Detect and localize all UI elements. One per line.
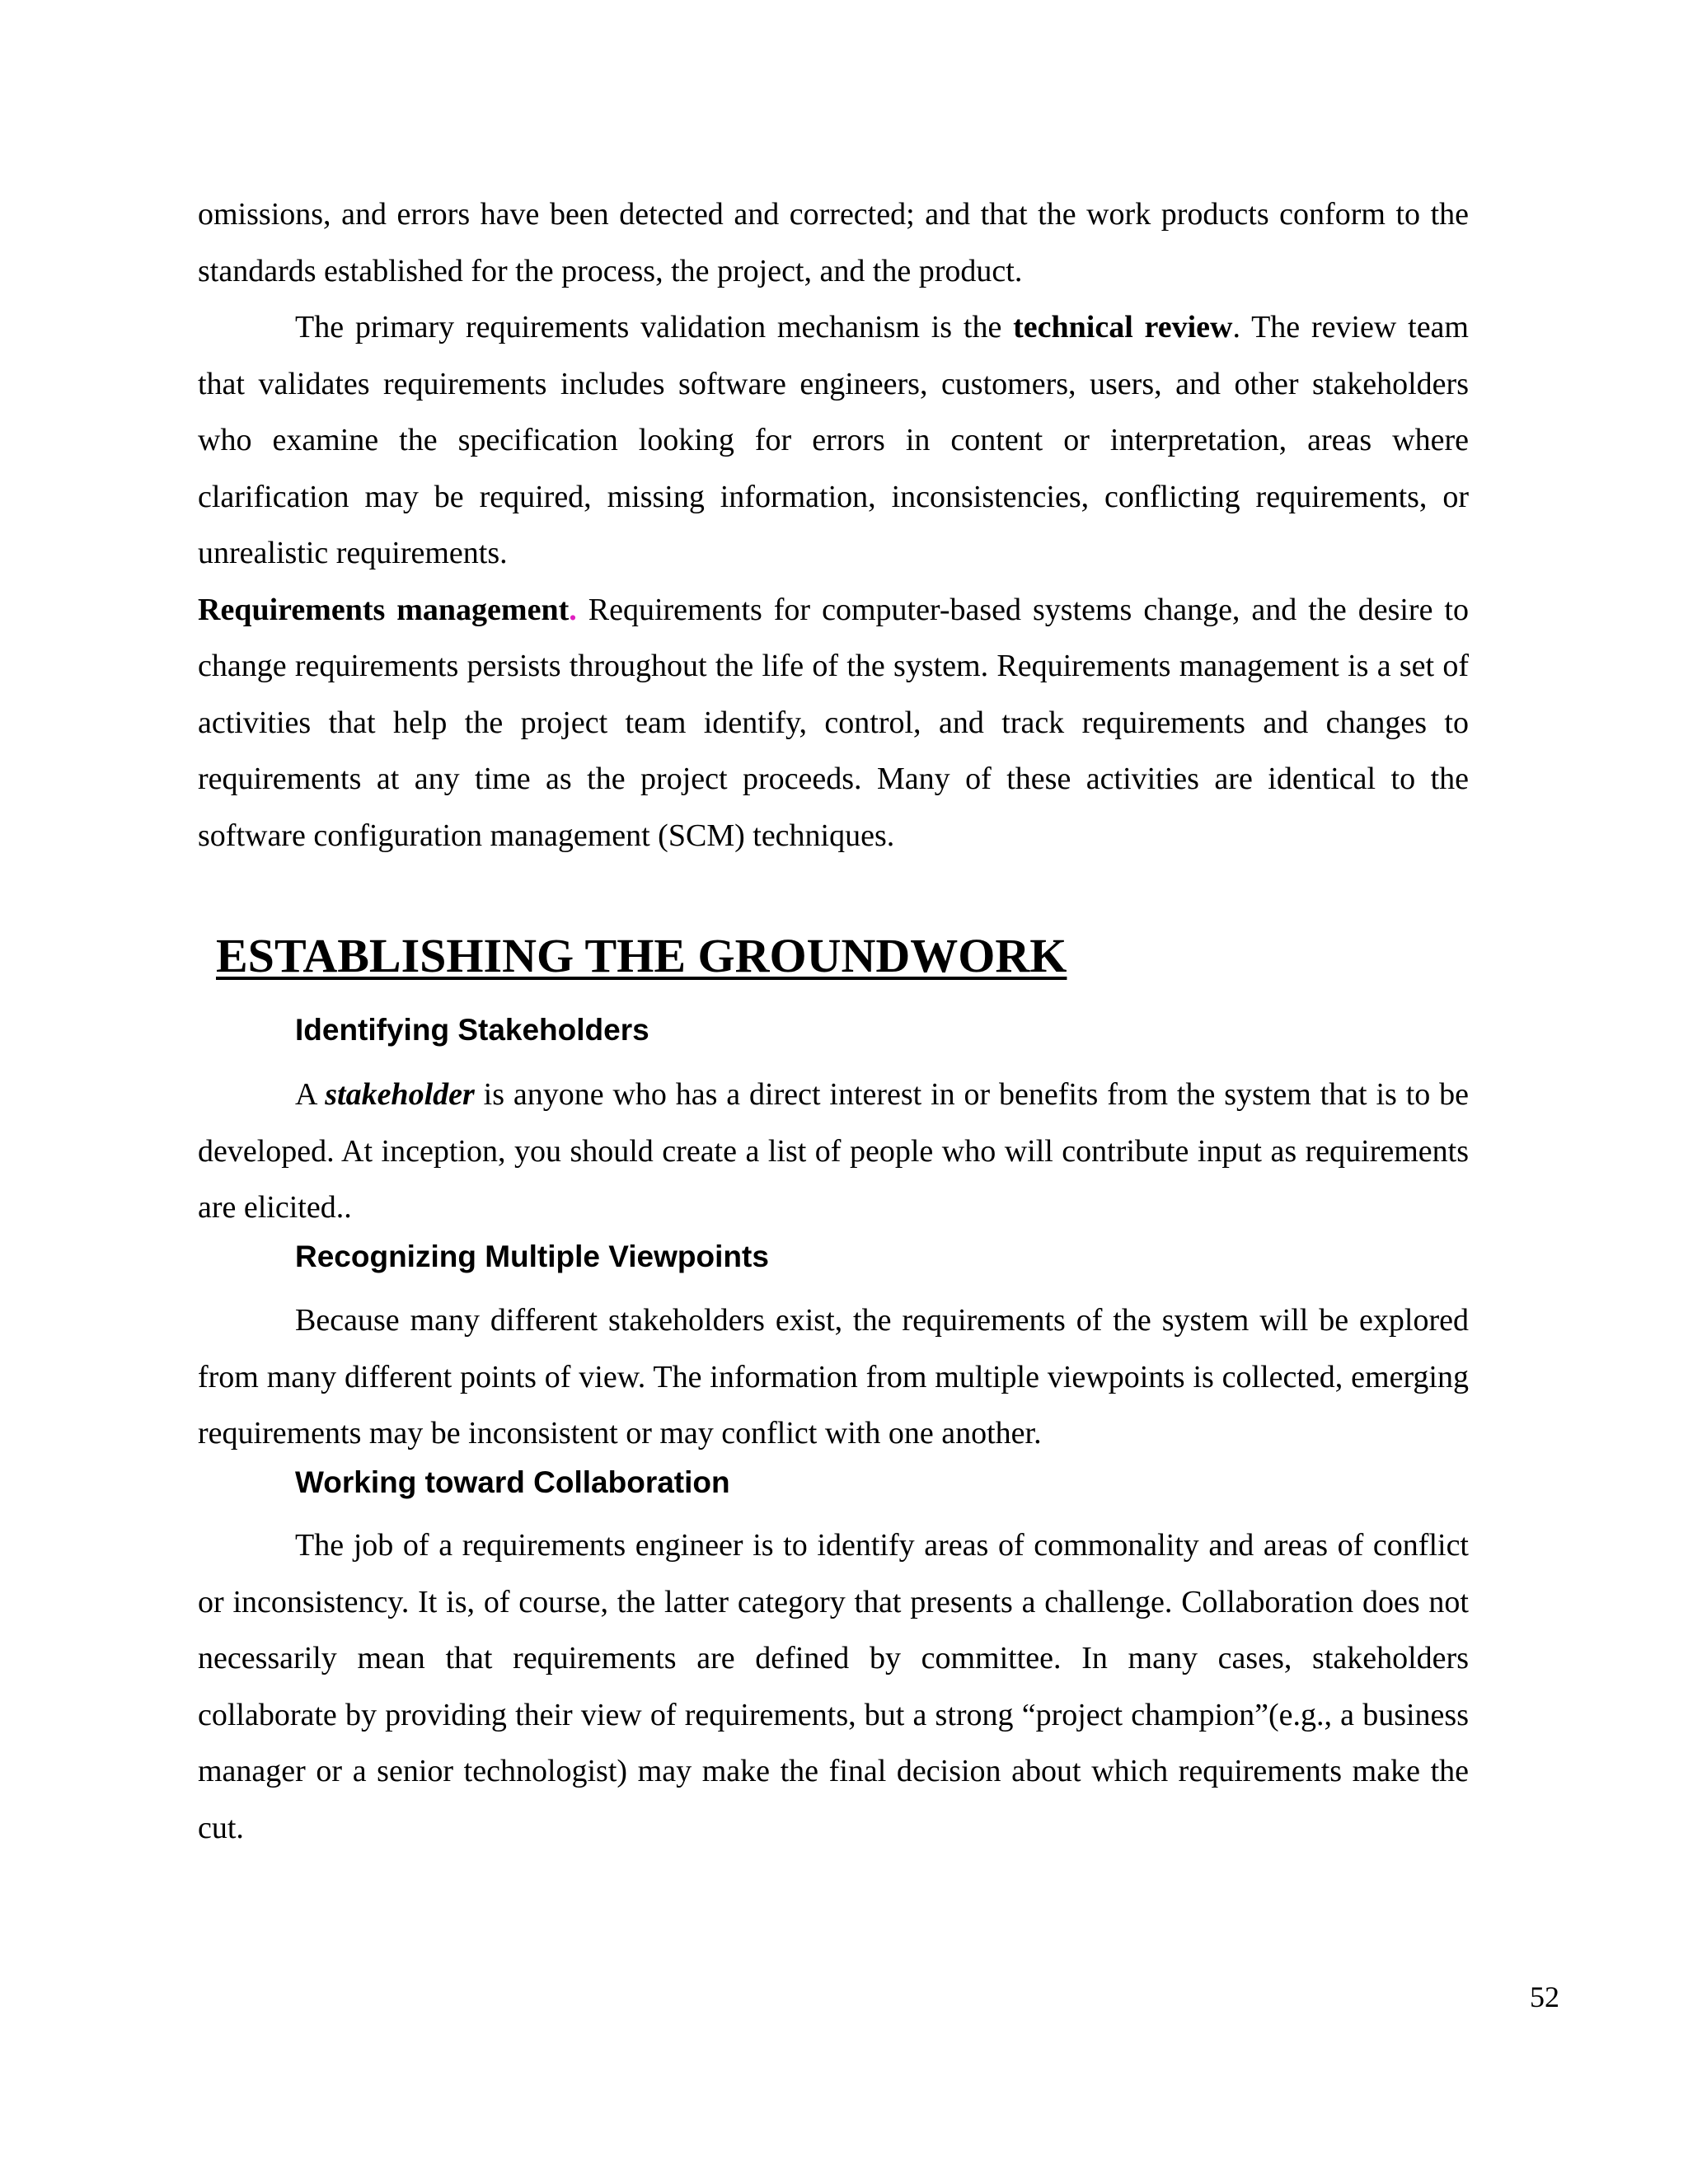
collaboration-paragraph: The job of a requirements engineer is to identify areas of commonality and areas of conflict or inconsistency. It is, of course, the latter category that presents a challenge. Collaboration does not necessarily mean that requirements are defined by committee. In many cases, stakeholders collaborate by providing their view of requirements, but a strong “project champion”(e.g., a business manager or a senior technologist) may make the final decision about which requirements make the cut. — [198, 1528, 1469, 1845]
subsection-heading-identifying-stakeholders: Identifying Stakeholders — [295, 1013, 649, 1047]
requirements-management-term: Requirements management — [198, 592, 570, 627]
multiple-viewpoints-paragraph: Because many different stakeholders exist, the requirements of the system will be explored from many different points of view. The information from multiple viewpoints is collected, emerging requirements may be inconsistent or may conflict with one another. — [198, 1303, 1469, 1451]
identifying-stakeholders-block — [198, 1066, 1469, 1236]
stakeholder-term: stakeholder — [325, 1077, 475, 1112]
multiple-viewpoints-block — [198, 1292, 1469, 1462]
subsection-heading-collaboration: Working toward Collaboration — [295, 1465, 730, 1499]
subsection-heading-multiple-viewpoints: Recognizing Multiple Viewpoints — [295, 1240, 769, 1273]
stakeholder-text-after: is anyone who has a direct interest in or benefits from the system that is to be developed. At inception, you should create a list of people who will contribute input as requirements are elicited.. — [198, 1077, 1469, 1225]
collaboration-block — [198, 1517, 1469, 1856]
top-text-block — [198, 186, 1469, 864]
section-heading: ESTABLISHING THE GROUNDWORK — [216, 929, 1067, 982]
requirements-management-dot: . — [569, 592, 577, 627]
technical-review-paragraph — [198, 299, 1469, 582]
page-number: 52 — [1530, 1980, 1559, 2013]
technical-review-term: technical review — [1013, 310, 1233, 344]
continuation-paragraph: omissions, and errors have been detected and corrected; and that the work products conform to the standards established for the process, the project, and the product. — [198, 197, 1469, 288]
requirements-management-paragraph — [198, 582, 1469, 865]
technical-review-text-before: The primary requirements validation mechanism is the — [295, 310, 1014, 344]
technical-review-text-after: . The review team that validates requirements includes software engineers, customers, users, and other stakeholders who examine the specification looking for errors in content or interpretation, areas where clarification may be required, missing information, inconsistencies, conflicting requirements, or unrealistic requirements. — [198, 310, 1469, 570]
stakeholder-text-before: A — [295, 1077, 326, 1112]
requirements-management-text: Requirements for computer-based systems change, and the desire to change requirements persists throughout the life of the system. Requirements management is a set of activities that help the project team identify, control, and track requirements and changes to requirements at any time as the project proceeds. Many of these activities are identical to the software configuration management (SCM) techniques. — [198, 592, 1469, 853]
identifying-stakeholders-paragraph — [198, 1066, 1469, 1236]
